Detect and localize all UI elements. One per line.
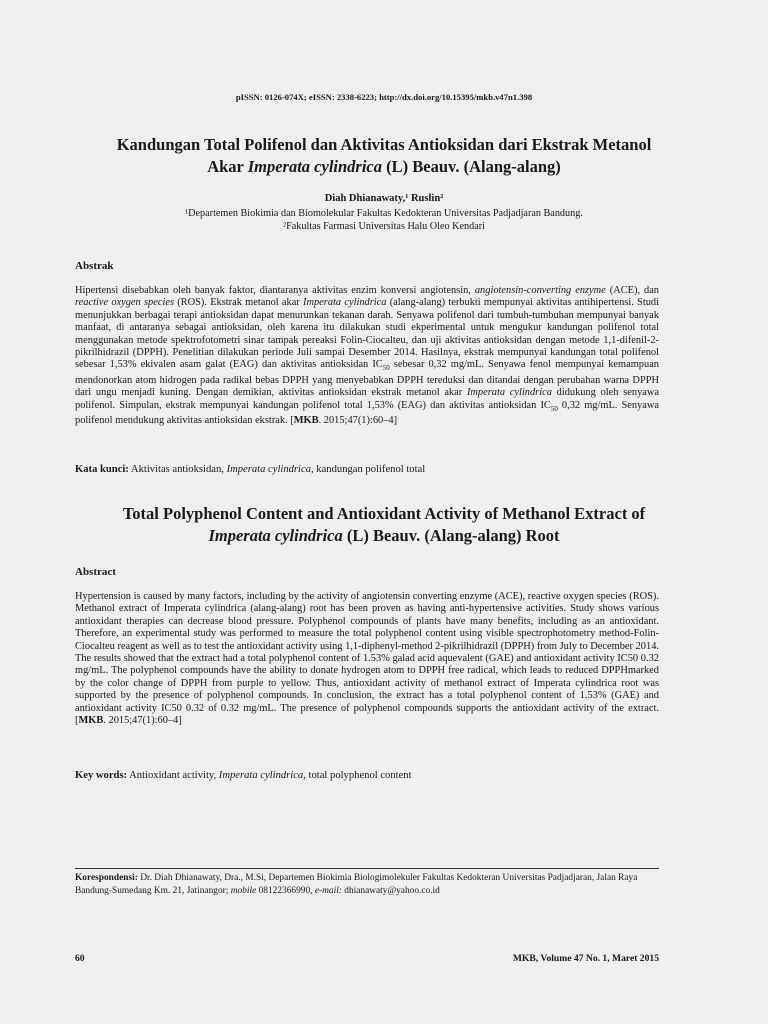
subscript: 50: [550, 404, 558, 413]
abstract-text: (ROS). Ekstrak metanol akar: [173, 297, 304, 309]
abstract-text: Hipertensi disebabkan oleh banyak faktor, diantaranya aktivitas enzim konversi angiotensin,: [75, 285, 475, 296]
abstract-italic: reactive oxygen species: [75, 297, 174, 309]
page-number: 60: [75, 953, 85, 964]
abstrak-body: [75, 285, 659, 428]
issn-line: pISSN: 0126-074X; eISSN: 2338-6223; http://dx.doi.org/10.15395/mkb.v47n1.398: [235, 92, 533, 102]
species-name: Imperata cylindrica: [247, 157, 382, 176]
abstract-text: (ACE), dan: [605, 285, 660, 296]
abstract-heading: Abstract: [75, 566, 116, 578]
key-words: [75, 770, 412, 781]
mobile-label: mobile: [230, 886, 257, 896]
abstract-text: sebesar 0,32 mg/mL. Senyawa fenol mempunyai kemampuan mendonorkan atom hidrogen pada radikal bebas DPPH yang menyebabkan DPPH tereduksi dan ditandai dengan perubahan warna DPPH dari ungu menjadi kuning. Dengan demikian, aktivitas antioksidan ekstrak metanol akar: [75, 359, 659, 399]
abstract-text: Hypertension is caused by many factors, including by the activity of angiotensin converting enzyme (ACE), reactive oxygen species (ROS). Methanol extract of Imperata cylindrica (alang-alang) root has been proven as having anti-hypertensive activities. Study shows various antioxidant therapies can decrease blood pressure. Polyphenol compounds of plants have many benefits, including as an antioxidant. Therefore, an experimental study was performed to measure the total polyphenol content using visible spectrophotometry method-Folin-Ciocalteu reagent as well as to test the antioxidant activity using 1,1-diphenyl-method 2-pikrilhidrazil (DPPH) from July to December 2014. The results showed that the extract had a total polyphenol content of 1.53% galad acid aquevalent (GAE) and antioxidant activity IC50 0.32 mg/mL. The polyphenol compounds have the ability to donate hydrogen atom to DPPH free radical, which leads to reduced DPPHmarked by the color change of DPPH from purple to yellow. Thus, antioxidant activity of methanol extract of Imperata cylindrica root was supported by the presence of polyphenol compounds. In conclusion, the extract has a total polyphenol content of 1.53% (GAE) and antioxidant activity IC50 0.32 of 0.32 mg/mL. The presence of polyphenol compounds supports the antioxidant activity of the extract. [: [75, 591, 659, 727]
abstract-italic: Imperata cylindrica: [466, 387, 552, 399]
citation: . 2015;47(1):60–4]: [103, 715, 182, 727]
authors: Diah Dhianawaty,¹ Ruslin²: [324, 193, 444, 204]
indonesian-title-line2: [60, 156, 708, 178]
keywords-label: Kata kunci:: [75, 464, 129, 475]
english-title-line1: Total Polyphenol Content and Antioxidant Activity of Methanol Extract of: [122, 504, 646, 523]
title-text: Akar: [207, 157, 248, 176]
abstract-italic: angiotensin-converting enzyme: [474, 285, 606, 296]
correspondence-text: Dr. Diah Dhianawaty, Dra., M.Si, Departemen Biokimia Biologimolekuler Fakultas Kedokteran Universitas Padjadjaran, Jalan Raya Bandung-Sumedang Km. 21, Jatinangor;: [75, 873, 638, 896]
english-title: [60, 503, 708, 547]
title-text: (L) Beauv. (Alang-alang) Root: [342, 526, 560, 545]
keywords-text: total polyphenol content: [305, 770, 412, 781]
keywords-text: Antioxidant activity,: [127, 770, 219, 781]
journal-abbrev: MKB: [78, 715, 104, 727]
abstract-text: (alang-alang) terbukti mempunyai aktivitas antihipertensi. Studi menunjukkan berbagai terapi antioksidan dapat menurunkan tekanan darah. Senyawa polifenol dari tumbuh-tumbuhan mempunyai banyak manfaat, di antaranya sebagai antioksidan, oleh karena itu dilakukan studi ekperimental untuk mengukur kandungan polifenol total menggunakan metode spektrofotometri sinar tampak pereaksi Folin-Ciocalteu, dan uji aktivitas antioksidan dengan metode 1,1-difenil-2-pikrilhidrazil (DPPH). Penelitian dilakukan periode Juli sampai Desember 2014. Hasilnya, ekstrak mempunyai kandungan total polifenol sebesar 1,53% ekivalen asam galat (EAG) dan aktivitas antioksidan IC: [75, 297, 659, 371]
english-title-line2: [60, 525, 708, 547]
correspondence-note: [75, 872, 659, 898]
keywords-label: Key words:: [75, 770, 128, 781]
abstract-text: didukung oleh senyawa polifenol. Simpulan, ekstrak mempunyai kandungan polifenol total 1,53% (EAG) dan aktivitas antioksidan IC: [75, 387, 659, 411]
affiliation-1: ¹Departemen Biokimia dan Biomolekular Fakultas Kedokteran Universitas Padjadjaran Bandung.: [185, 208, 583, 219]
mobile-number: 08122366990,: [256, 886, 315, 896]
indonesian-title-line1: Kandungan Total Polifenol dan Aktivitas Antioksidan dari Ekstrak Metanol: [116, 135, 652, 154]
abstract-text: 0,32 mg/mL. Senyawa polifenol mendukung aktivitas antioksidan ekstrak. [: [75, 399, 659, 427]
title-text: (L) Beauv. (Alang-alang): [382, 157, 561, 176]
keywords-text: kandungan polifenol total: [313, 464, 426, 475]
subscript: 50: [382, 364, 390, 373]
keywords-italic: Imperata cylindrica,: [226, 464, 314, 475]
kata-kunci: [75, 464, 425, 475]
email-label: e-mail:: [314, 886, 342, 896]
keywords-text: Aktivitas antioksidan,: [128, 464, 227, 475]
citation: . 2015;47(1):60–4]: [318, 415, 398, 427]
journal-footer: MKB, Volume 47 No. 1, Maret 2015: [512, 953, 659, 964]
abstract-body: [75, 591, 659, 727]
species-name: Imperata cylindrica: [208, 526, 343, 545]
indonesian-title: [60, 134, 708, 178]
footnote-divider: [75, 868, 659, 869]
affiliation-2: ²Fakultas Farmasi Universitas Halu Oleo Kendari: [283, 221, 485, 232]
email-address: dhianawaty@yahoo.co.id: [341, 886, 440, 896]
abstrak-heading: Abstrak: [75, 260, 114, 272]
abstract-italic: Imperata cylindrica: [303, 297, 387, 309]
keywords-italic: Imperata cylindrica,: [218, 770, 306, 781]
journal-abbrev: MKB: [293, 415, 319, 427]
correspondence-label: Korespondensi:: [75, 873, 138, 883]
